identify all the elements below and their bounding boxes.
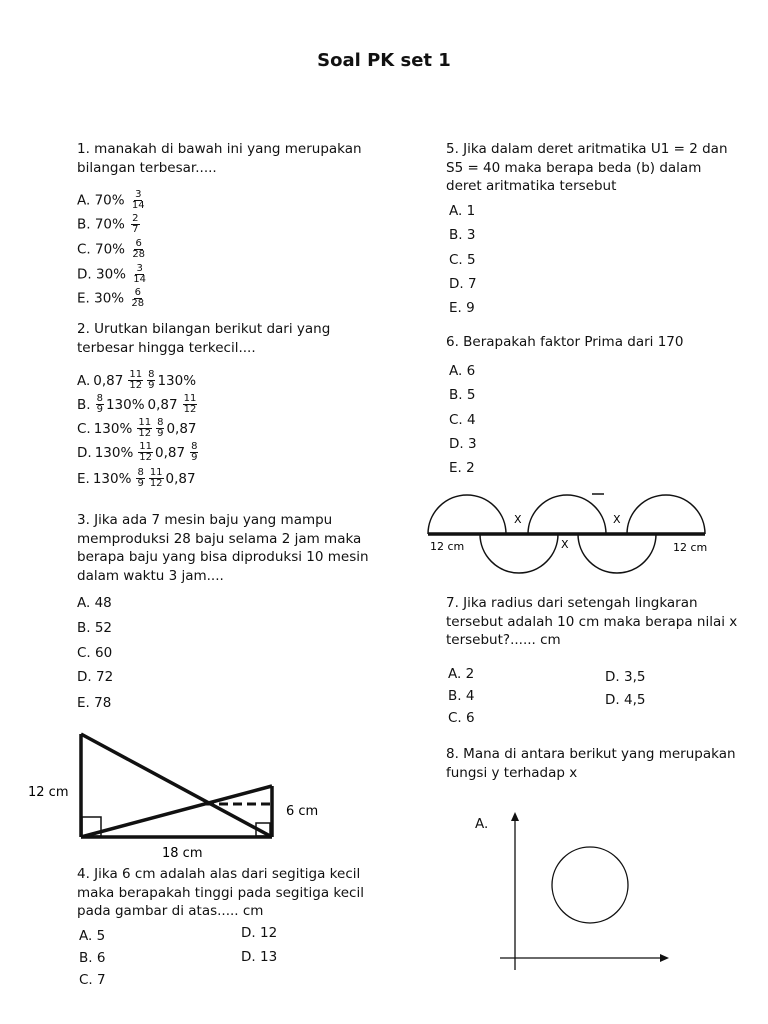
question-3-text: 3. Jika ada 7 mesin baju yang mampu memproduksi 28 baju selama 2 jam maka berapa baju yang bisa diproduksi 10 mesin dalam waktu 3 jam.... [77,512,369,584]
page-title: Soal PK set 1 [317,50,451,71]
semicircle-top-3 [627,495,705,534]
q7-option-b[interactable]: B. 4 [448,688,475,704]
fraction: $\frac{11}{12}$ [129,369,143,391]
option-letter: E. [77,470,90,487]
q7-option-c[interactable]: C. 6 [448,710,475,726]
q5-option-e[interactable]: E. 9 [449,300,475,316]
q3-option-c[interactable]: C. 60 [77,645,113,661]
large-hypotenuse [81,734,272,837]
q1-option-a[interactable]: A. 70% $\frac{3}{14}$ [77,189,145,211]
q4-option-d1[interactable]: D. 12 [241,925,278,941]
right-length-label: 12 cm [673,541,708,554]
option-letter: A. [77,372,91,389]
q3-option-a[interactable]: A. 48 [77,595,112,611]
q5-option-b[interactable]: B. 3 [449,227,476,243]
question-8-text: 8. Mana di antara berikut yang merupakan fungsi y terhadap x [446,746,736,781]
option-value: 130% [105,396,145,413]
fraction: $\frac{3}{14}$ [133,263,147,285]
semicircles-figure [420,485,720,580]
q6-option-a[interactable]: A. 6 [449,363,476,379]
triangles-figure [0,725,380,865]
option-value: 0,87 [147,396,178,413]
small-hypotenuse [81,786,272,837]
q8-option-a[interactable]: A. [475,816,489,832]
circle-curve [552,847,628,923]
option-letter: C. [77,420,91,437]
right-length-label: 6 cm [286,804,319,819]
q2-option-c[interactable] [77,418,200,439]
q3-option-b[interactable]: B. 52 [77,620,113,636]
option-value: 0,87 [155,444,186,461]
option-value: 130% [93,420,133,437]
q1-option-b[interactable]: B. 70% $\frac{2}{7}$ [77,213,139,235]
q5-option-c[interactable]: C. 5 [449,252,476,268]
graph-option-a [495,810,675,975]
option-value: 130% [94,444,134,461]
fraction: $\frac{11}{12}$ [138,417,152,439]
q2-option-d[interactable] [77,442,200,463]
y-axis-arrow-icon [511,812,519,821]
q4-option-a[interactable]: A. 5 [79,928,106,944]
left-length-label: 12 cm [28,785,69,800]
q2-option-b[interactable] [77,394,199,415]
q4-option-b[interactable]: B. 6 [79,950,106,966]
question-4-text: 4. Jika 6 cm adalah alas dari segitiga kecil maka berapakah tinggi pada segitiga kecil pada gambar di atas..... cm [77,866,364,919]
option-value: 0,87 [166,420,197,437]
q7-option-a[interactable]: A. 2 [448,666,475,682]
x-label-2: X [613,513,621,526]
q6-option-b[interactable]: B. 5 [449,387,476,403]
fraction: $\frac{3}{14}$ [131,189,145,211]
option-value: 130% [157,372,197,389]
fraction: $\frac{8}{9}$ [96,393,103,415]
q2-option-e[interactable] [77,468,199,489]
bottom-length-label: 18 cm [162,846,203,861]
q1-option-d[interactable]: D. 30% $\frac{3}{14}$ [77,263,147,285]
option-letter: B. [77,396,91,413]
left-length-label: 12 cm [430,540,465,553]
q2-option-a[interactable] [77,370,199,391]
option-value: 130% [92,470,132,487]
q7-option-d2[interactable]: D. 4,5 [605,692,646,708]
x-label-3: X [561,538,569,551]
question-5-text: 5. Jika dalam deret aritmatika U1 = 2 dan S5 = 40 maka berapa beda (b) dalam deret aritmatika tersebut [446,141,728,194]
semicircle-top-2 [528,495,606,534]
fraction: $\frac{6}{28}$ [131,287,145,309]
q7-option-d1[interactable]: D. 3,5 [605,669,646,685]
fraction: $\frac{8}{9}$ [191,441,198,463]
q6-option-d[interactable]: D. 3 [449,436,477,452]
fraction: $\frac{6}{28}$ [132,238,146,260]
option-value: 0,87 [165,470,196,487]
fraction: $\frac{11}{12}$ [149,467,163,489]
q6-option-e[interactable]: E. 2 [449,460,475,476]
question-6-text: 6. Berapakah faktor Prima dari 170 [446,334,684,350]
q5-option-d[interactable]: D. 7 [449,276,477,292]
x-label-1: X [514,513,522,526]
fraction: $\frac{2}{7}$ [132,213,139,235]
q3-option-d[interactable]: D. 72 [77,669,114,685]
q3-option-e[interactable]: E. 78 [77,695,112,711]
question-1-text: 1. manakah di bawah ini yang merupakan bilangan terbesar..... [77,141,362,176]
fraction: $\frac{11}{12}$ [139,441,153,463]
x-axis-arrow-icon [660,954,669,962]
fraction: $\frac{8}{9}$ [137,467,144,489]
option-value: 0,87 [93,372,124,389]
fraction: $\frac{8}{9}$ [148,369,155,391]
question-7-text: 7. Jika radius dari setengah lingkaran tersebut adalah 10 cm maka berapa nilai x tersebut?...... cm [446,595,738,648]
fraction: $\frac{8}{9}$ [157,417,164,439]
q4-option-c[interactable]: C. 7 [79,972,106,988]
semicircle-bottom-2 [578,534,656,573]
option-letter: D. [77,444,92,461]
q1-option-c[interactable]: C. 70% $\frac{6}{28}$ [77,238,146,260]
fraction: $\frac{11}{12}$ [183,393,197,415]
q1-option-e[interactable]: E. 30% $\frac{6}{28}$ [77,287,145,309]
q5-option-a[interactable]: A. 1 [449,203,476,219]
q4-option-d2[interactable]: D. 13 [241,949,278,965]
q6-option-c[interactable]: C. 4 [449,412,476,428]
semicircle-top-1 [428,495,506,534]
semicircle-bottom-1 [480,534,558,573]
question-2-text: 2. Urutkan bilangan berikut dari yang terbesar hingga terkecil.... [77,321,331,356]
